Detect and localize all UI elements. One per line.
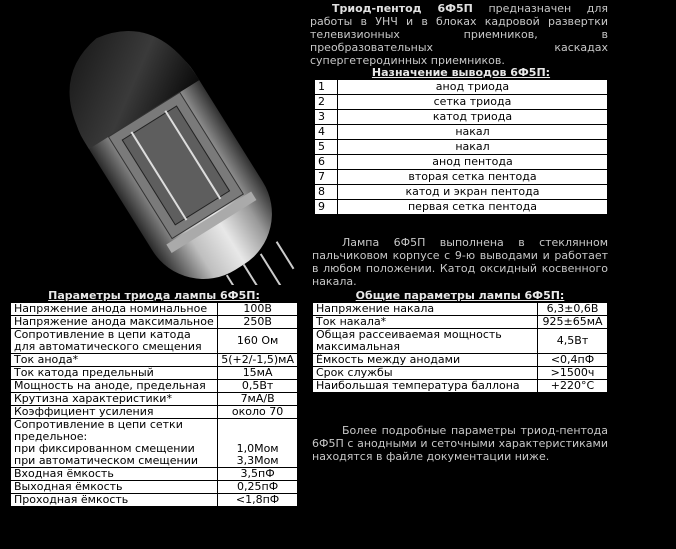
param-row <box>313 354 608 367</box>
grid-resistance-fixed-label: при фиксированном смещении <box>14 442 195 455</box>
pin-function: анод пентода <box>338 155 608 170</box>
pin-function: накал <box>338 140 608 155</box>
param-row <box>11 380 298 393</box>
pin-number: 2 <box>315 95 338 110</box>
param-row <box>313 380 608 393</box>
intro-title: Триод-пентод 6Ф5П <box>332 2 473 15</box>
general-heading: Общие параметры лампы 6Ф5П: <box>355 289 565 302</box>
grid-resistance-auto-value: 3,3Мом <box>236 454 279 467</box>
general-params-table <box>312 302 608 393</box>
pin-function: накал <box>338 125 608 140</box>
grid-resistance-auto-label: при автоматическом смещении <box>14 454 198 467</box>
param-value: 3,5пФ <box>218 468 298 481</box>
pin-number: 4 <box>315 125 338 140</box>
param-row <box>11 329 298 354</box>
pin-number: 5 <box>315 140 338 155</box>
pin-function: сетка триода <box>338 95 608 110</box>
pin-function: анод триода <box>338 80 608 95</box>
param-row <box>11 494 298 507</box>
param-row <box>11 354 298 367</box>
param-name: Напряжение накала <box>313 303 538 316</box>
param-name <box>11 419 218 468</box>
pin-row <box>315 80 608 95</box>
pin-number: 8 <box>315 185 338 200</box>
param-value: 15мА <box>218 367 298 380</box>
pin-number: 6 <box>315 155 338 170</box>
pin-number: 1 <box>315 80 338 95</box>
param-name: Напряжение анода номинальное <box>11 303 218 316</box>
param-value: <0,4пФ <box>538 354 608 367</box>
pin-function: первая сетка пентода <box>338 200 608 215</box>
param-value: <1,8пФ <box>218 494 298 507</box>
pin-number: 7 <box>315 170 338 185</box>
pin-row <box>315 185 608 200</box>
param-name: Выходная ёмкость <box>11 481 218 494</box>
param-name: Наибольшая температура баллона <box>313 380 538 393</box>
intro-text: предназначен для работы в УНЧ и в блоках кадровой развертки телевизионных приемников, в преобразовательных каскадах супергетеродинных приемников. <box>310 2 608 67</box>
param-value: 160 Ом <box>218 329 298 354</box>
param-row <box>11 393 298 406</box>
pin-row <box>315 155 608 170</box>
param-name: Ток анода* <box>11 354 218 367</box>
param-value: 925±65мА <box>538 316 608 329</box>
param-name: Проходная ёмкость <box>11 494 218 507</box>
param-value: 100В <box>218 303 298 316</box>
param-name: Крутизна характеристики* <box>11 393 218 406</box>
pin-row <box>315 140 608 155</box>
pin-row <box>315 125 608 140</box>
pin-row <box>315 200 608 215</box>
param-value: +220°С <box>538 380 608 393</box>
param-value: 0,25пФ <box>218 481 298 494</box>
pin-function: катод и экран пентода <box>338 185 608 200</box>
param-name: Ток накала* <box>313 316 538 329</box>
pin-number: 3 <box>315 110 338 125</box>
param-name: Входная ёмкость <box>11 468 218 481</box>
param-value: около 70 <box>218 406 298 419</box>
param-name: Ток катода предельный <box>11 367 218 380</box>
lamp-description: Лампа 6Ф5П выполнена в стеклянном пальчиковом корпусе с 9-ю выводами и работает в любом положении. Катод оксидный косвенного накала. <box>312 236 608 288</box>
intro-paragraph <box>310 2 608 67</box>
param-value: 6,3±0,6В <box>538 303 608 316</box>
pin-function: катод триода <box>338 110 608 125</box>
param-name: Срок службы <box>313 367 538 380</box>
param-row <box>11 367 298 380</box>
param-value: 0,5Вт <box>218 380 298 393</box>
pin-row <box>315 170 608 185</box>
grid-resistance-title: Сопротивление в цепи сетки предельное: <box>14 418 183 443</box>
param-row <box>313 329 608 354</box>
param-row <box>313 316 608 329</box>
pins-table <box>314 79 608 215</box>
param-row <box>11 406 298 419</box>
pins-heading: Назначение выводов 6Ф5П: <box>371 66 551 79</box>
param-row <box>313 303 608 316</box>
param-value: >1500ч <box>538 367 608 380</box>
param-value: 5(+2/-1,5)мА <box>218 354 298 367</box>
param-name: Сопротивление в цепи катода для автоматического смещения <box>11 329 218 354</box>
grid-resistance-fixed-value: 1,0Мом <box>236 442 279 455</box>
param-row <box>11 303 298 316</box>
pin-number: 9 <box>315 200 338 215</box>
param-value <box>218 419 298 468</box>
param-row <box>11 316 298 329</box>
triode-heading: Параметры триода лампы 6Ф5П: <box>48 289 260 302</box>
param-name: Коэффициент усиления <box>11 406 218 419</box>
pin-row <box>315 110 608 125</box>
param-row <box>11 468 298 481</box>
param-row <box>11 481 298 494</box>
pin-function: вторая сетка пентода <box>338 170 608 185</box>
param-row-grid-resistance <box>11 419 298 468</box>
param-name: Ёмкость между анодами <box>313 354 538 367</box>
triode-params-table <box>10 302 298 507</box>
pin-row <box>315 95 608 110</box>
documentation-note: Более подробные параметры триод-пентода 6Ф5П с анодными и сеточными характеристиками находятся в файле документации ниже. <box>312 424 608 463</box>
param-value: 7мА/В <box>218 393 298 406</box>
param-row <box>313 367 608 380</box>
param-value: 4,5Вт <box>538 329 608 354</box>
param-value: 250В <box>218 316 298 329</box>
param-name: Мощность на аноде, предельная <box>11 380 218 393</box>
param-name: Общая рассеиваемая мощность максимальная <box>313 329 538 354</box>
tube-photo <box>0 0 312 285</box>
param-name: Напряжение анода максимальное <box>11 316 218 329</box>
